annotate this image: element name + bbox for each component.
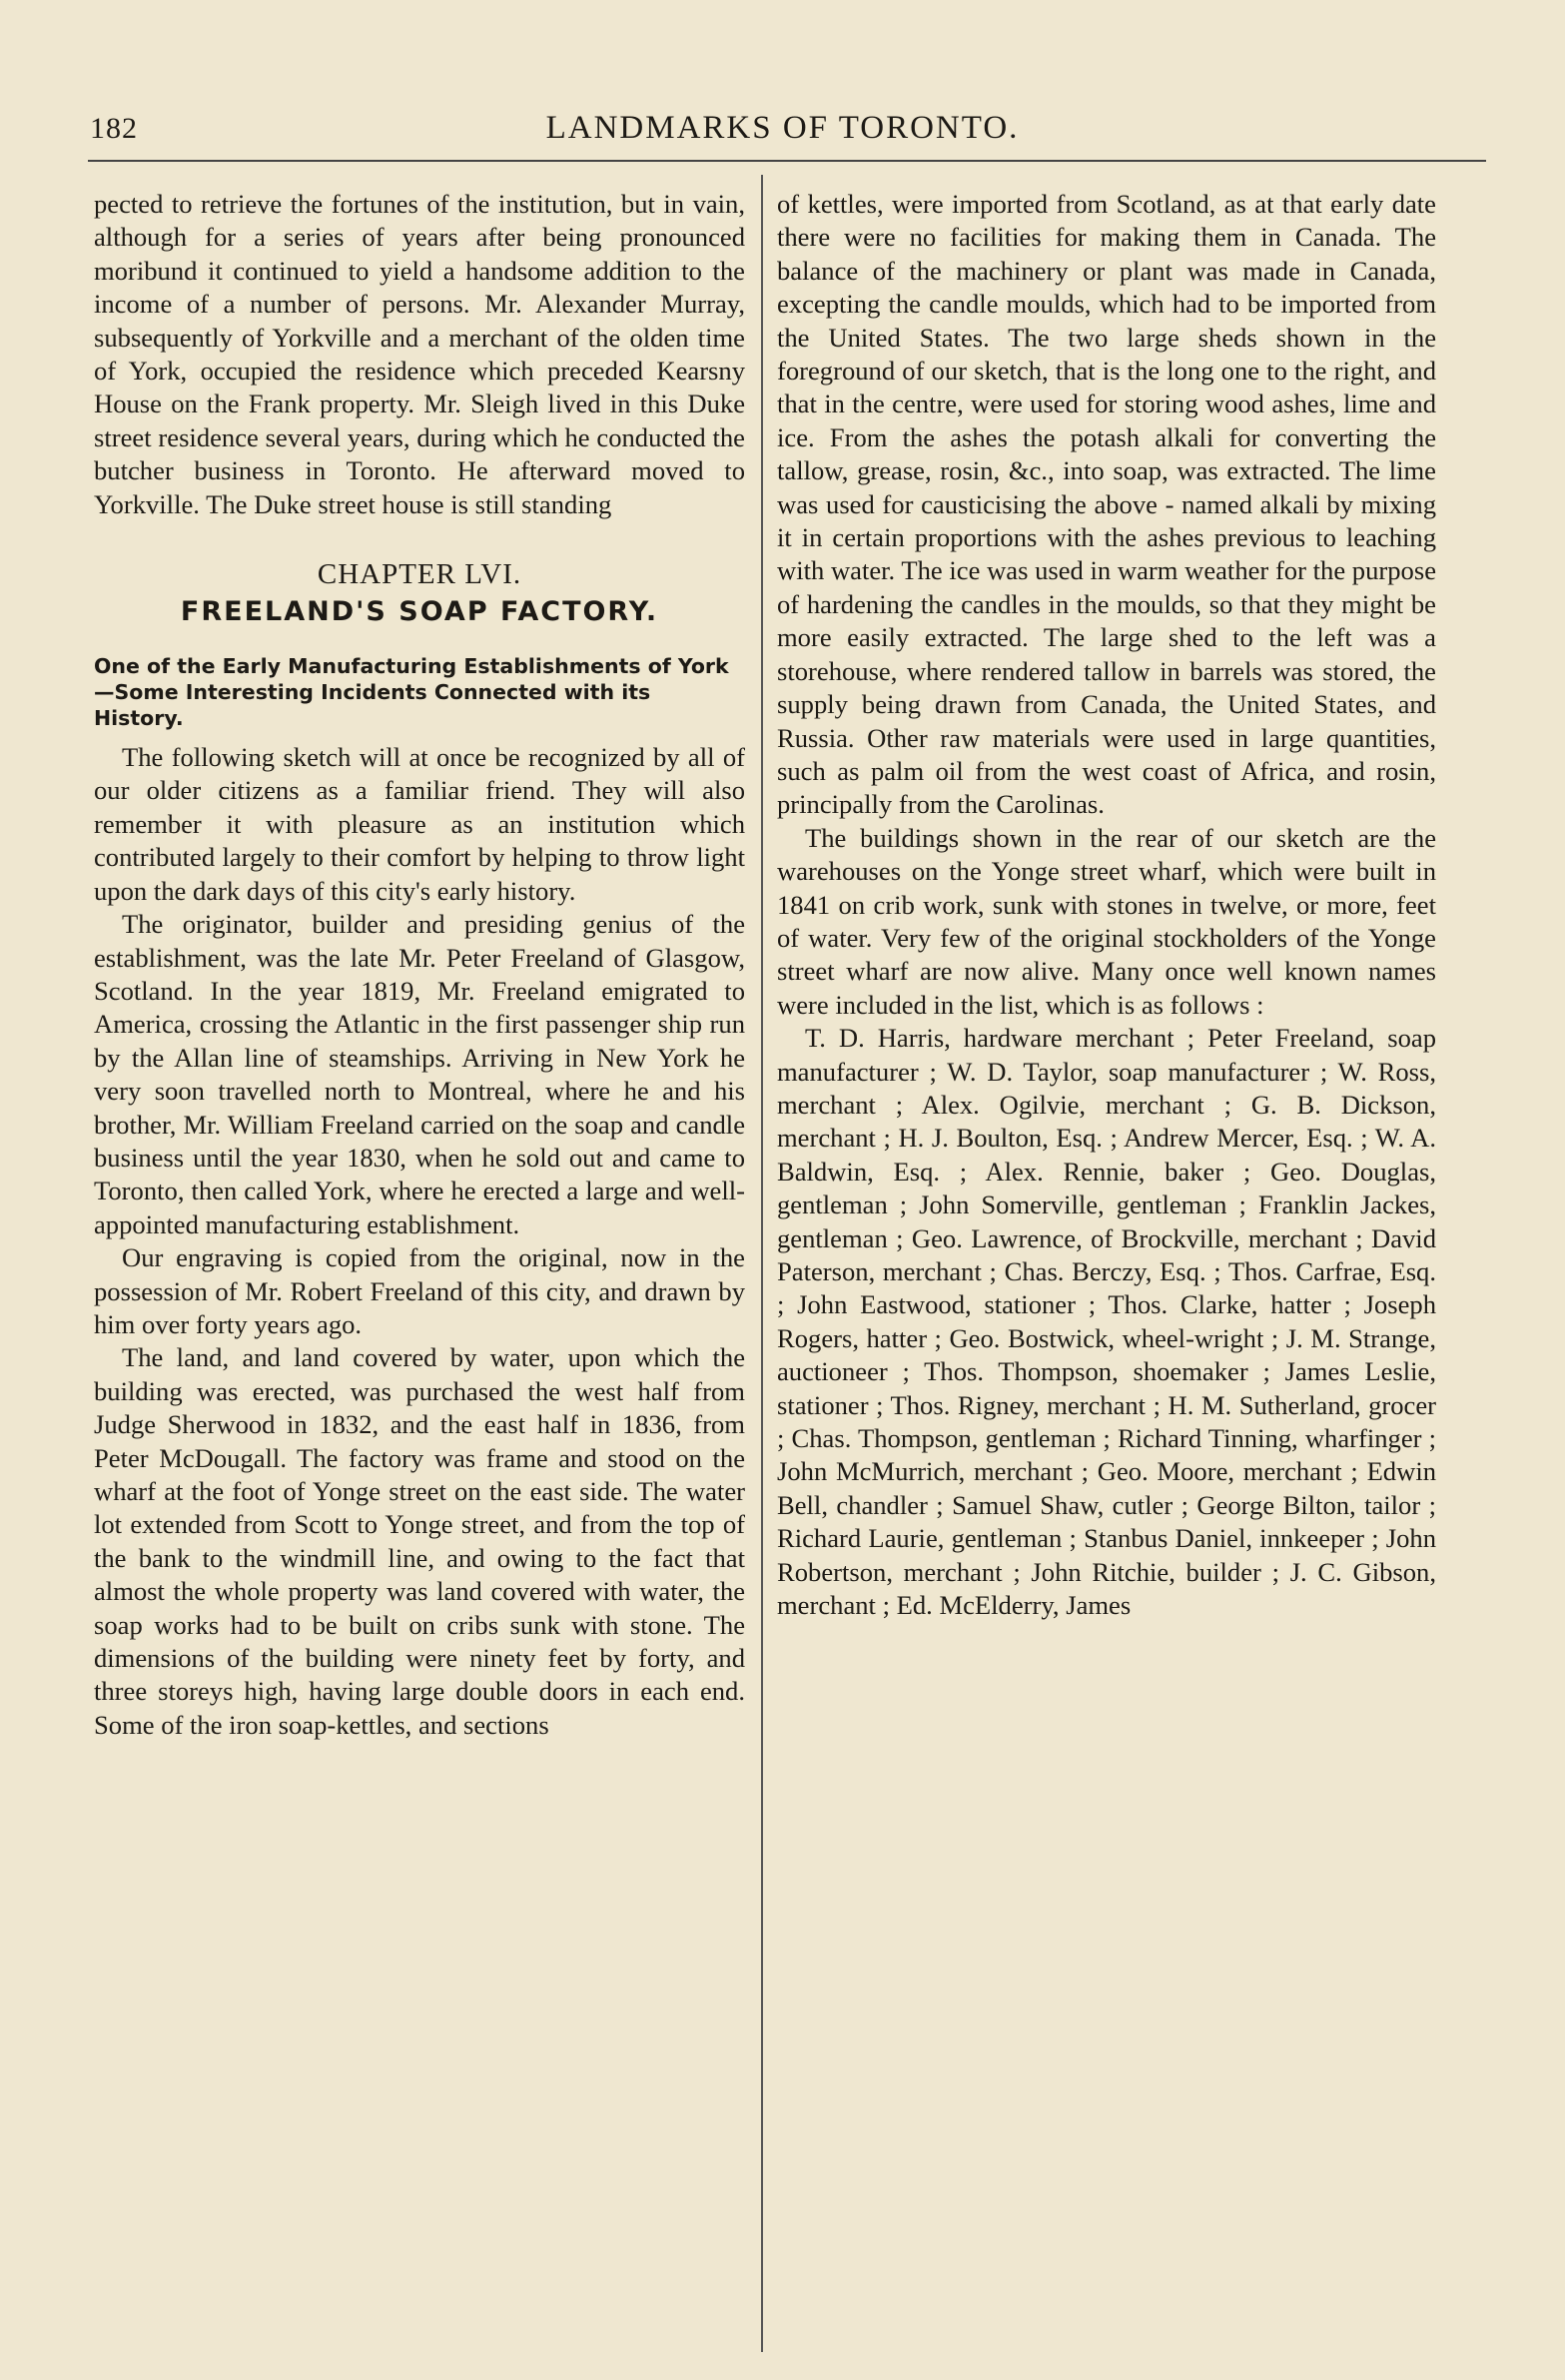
column-divider [761, 175, 763, 2352]
paragraph: T. D. Harris, hardware merchant ; Peter Freeland, soap manufacturer ; W. D. Taylor, soap manufacturer ; W. Ross, merchant ; Alex. Ogilvie, merchant ; G. B. Dickson, merchant ; H. J. Boulton, Esq. ; Andrew Mercer, Esq. ; W. A. Baldwin, Esq. ; Alex. Rennie, baker ; Geo. Douglas, gentleman ; John Somerville, gentleman ; Franklin Jackes, gentleman ; Geo. Lawrence, of Brockville, merchant ; David Paterson, merchant ; Chas. Berczy, Esq. ; Thos. Carfrae, Esq. ; John Eastwood, stationer ; Thos. Clarke, hatter ; Joseph Rogers, hatter ; Geo. Bostwick, wheel-wright ; J. M. Strange, auctioneer ; Thos. Thompson, shoemaker ; James Leslie, stationer ; Thos. Rigney, merchant ; H. M. Sutherland, grocer ; Chas. Thompson, gentleman ; Richard Tinning, wharfinger ; John McMurrich, merchant ; Geo. Moore, merchant ; Edwin Bell, chandler ; Samuel Shaw, cutler ; George Bilton, tailor ; Richard Laurie, gentleman ; Stanbus Daniel, innkeeper ; John Robertson, merchant ; John Ritchie, builder ; J. C. Gibson, merchant ; Ed. McElderry, James [777, 1023, 1436, 1621]
chapter-subheading: One of the Early Manufacturing Establishments of York—Some Interesting Incidents Connected with its History. [94, 654, 729, 731]
left-column [94, 188, 745, 1742]
chapter-title: FREELAND'S SOAP FACTORY. [180, 596, 659, 628]
paragraph: The following sketch will at once be recognized by all of our older citizens as a familiar friend. They will also remember it with pleasure as an institution which contributed largely to their comfort by helping to throw light upon the dark days of this city's early history. [94, 742, 745, 906]
paragraph: The buildings shown in the rear of our sketch are the warehouses on the Yonge street wharf, which were built in 1841 on crib work, sunk with stones in twelve, or more, feet of water. Very few of the original stockholders of the Yonge street wharf are now alive. Many once well known names were included in the list, which is as follows : [777, 822, 1436, 1020]
running-head: LANDMARKS OF TORONTO. [545, 110, 1020, 146]
chapter-number: CHAPTER LVI. [317, 558, 522, 591]
right-column [777, 188, 1436, 1622]
paragraph: The land, and land covered by water, upon which the building was erected, was purchased the west half from Judge Sherwood in 1832, and the east half in 1836, from Peter McDougall. The factory was frame and stood on the wharf at the foot of Yonge street on the east side. The water lot extended from Scott to Yonge street, and from the top of the bank to the windmill line, and owing to the fact that almost the whole property was land covered with water, the soap works had to be built on cribs sunk with stone. The dimensions of the building were ninety feet by forty, and three storeys high, having large double doors in each end. Some of the iron soap-kettles, and sections [94, 1342, 745, 1740]
paragraph: of kettles, were imported from Scotland, as at that early date there were no facilities for making them in Canada. The balance of the machinery or plant was made in Canada, excepting the candle moulds, which had to be imported from the United States. The two large sheds shown in the foreground of our sketch, that is the long one to the right, and that in the centre, were used for storing wood ashes, lime and ice. From the ashes the potash alkali for converting the tallow, grease, rosin, &c., into soap, was extracted. The lime was used for causticising the above - named alkali by mixing it in certain proportions with the ashes previous to leaching with water. The ice was used in warm weather for the purpose of hardening the candles in the moulds, so that they might be more easily extracted. The large shed to the left was a storehouse, where rendered tallow in barrels was stored, the supply being drawn from Canada, the United States, and Russia. Other raw materials were used in large quantities, such as palm oil from the west coast of Africa, and rosin, principally from the Carolinas. [777, 189, 1436, 820]
paragraph: pected to retrieve the fortunes of the institution, but in vain, although for a series of years after being pronounced moribund it continued to yield a handsome addition to the income of a number of persons. Mr. Alexander Murray, subsequently of Yorkville and a merchant of the olden time of York, occupied the residence which preceded Kearsny House on the Frank property. Mr. Sleigh lived in this Duke street residence several years, during which he conducted the butcher business in Toronto. He afterward moved to Yorkville. The Duke street house is still standing [94, 189, 745, 519]
paragraph: The originator, builder and presiding genius of the establishment, was the late Mr. Peter Freeland of Glasgow, Scotland. In the year 1819, Mr. Freeland emigrated to America, crossing the Atlantic in the first passenger ship run by the Allan line of steamships. Arriving in New York he very soon travelled north to Montreal, where he and his brother, Mr. William Freeland carried on the soap and candle business until the year 1830, when he sold out and came to Toronto, then called York, where he erected a large and well-appointed manufacturing establishment. [94, 909, 745, 1239]
paragraph: Our engraving is copied from the original, now in the possession of Mr. Robert Freeland of this city, and drawn by him over forty years ago. [94, 1242, 745, 1339]
page-number: 182 [90, 112, 138, 145]
header-rule [88, 160, 1486, 162]
